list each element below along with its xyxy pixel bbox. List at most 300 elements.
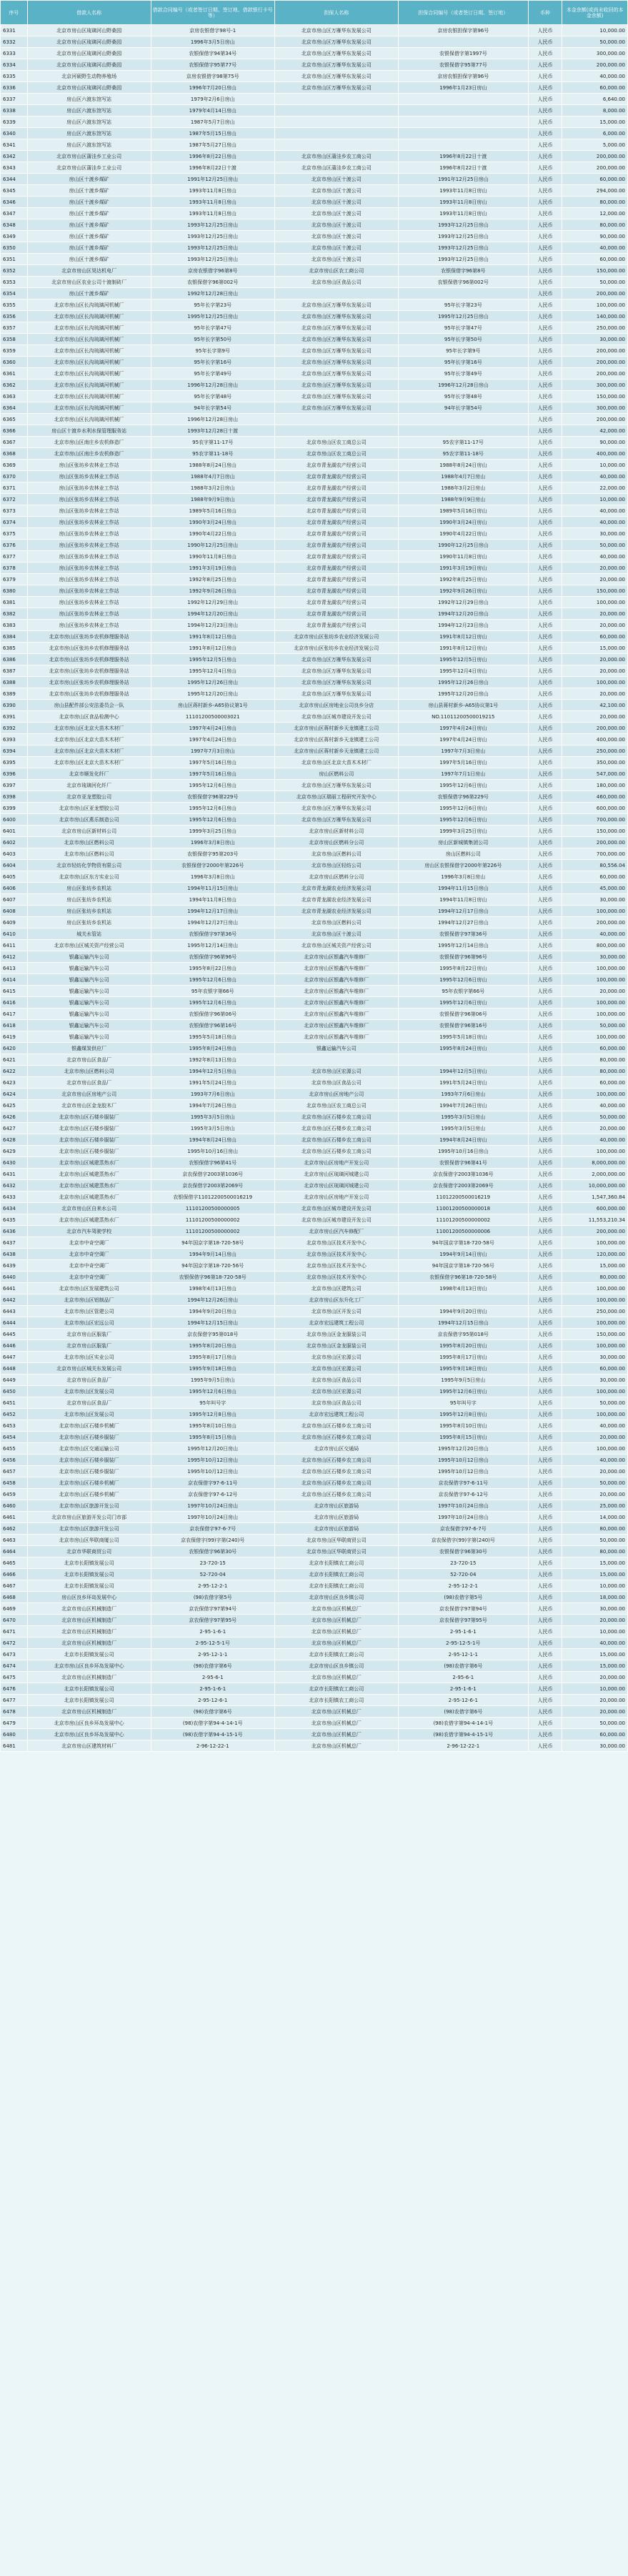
cell-guarantee-contract: 94年国京字第18-720-58号 [398,1237,528,1249]
cell-loan-contract: 1993年7月6日房山 [151,1089,274,1100]
cell-borrower: 北京市房山区机械制造厂 [27,1672,151,1683]
cell-borrower: 北京市房山区石楼乡服装厂 [27,1432,151,1443]
cell-guarantee-contract: 1995年12月20日房山 [398,1443,528,1455]
cell-index: 6396 [1,768,28,780]
cell-currency: 人民币 [528,963,562,974]
cell-borrower: 北京市房山区服装厂 [27,1340,151,1352]
cell-loan-contract: 1996年7月20日房山 [151,82,274,94]
cell-currency: 人民币 [528,917,562,928]
cell-principal: 10,000.00 [562,460,628,471]
cell-index: 6469 [1,1603,28,1615]
table-row [1,197,628,208]
cell-currency: 人民币 [528,906,562,917]
cell-currency: 人民币 [528,437,562,448]
cell-guarantee-contract: 1995年12月8日房山 [398,1409,528,1420]
cell-principal: 200,000.00 [562,723,628,734]
table-row [1,1020,628,1031]
table-row [1,1214,628,1226]
cell-borrower: 北京市房山区发展建筑公司 [27,1283,151,1294]
cell-principal: 6,640.00 [562,94,628,105]
cell-guarantor: 北京市房山区蒲洼乡农工商公司 [274,162,398,174]
cell-index: 6439 [1,1260,28,1272]
cell-borrower: 北京市房山区亚龙塑胶公司 [27,803,151,814]
cell-guarantor: 北京市房山区瑞丽工程研究开发中心 [274,791,398,803]
cell-loan-contract: (98)农借字第94-4-14-1号 [151,1718,274,1729]
cell-borrower: 银鑫煤炭供应厂 [27,1043,151,1054]
cell-index: 6366 [1,425,28,437]
cell-borrower: 北京市房山区南庄乡农机修造厂 [27,448,151,460]
cell-guarantee-contract: 1990年12月25日房山 [398,540,528,551]
cell-borrower: 北京市房山区昊达机电厂 [27,265,151,277]
cell-index: 6377 [1,551,28,563]
cell-currency: 人民币 [528,1512,562,1523]
cell-loan-contract: 95年长字第16号 [151,357,274,368]
cell-guarantor [274,139,398,151]
table-row [1,1237,628,1249]
cell-principal: 100,000.00 [562,1340,628,1352]
table-row [1,1009,628,1020]
cell-currency: 人民币 [528,265,562,277]
table-row [1,1466,628,1477]
cell-index: 6451 [1,1397,28,1409]
cell-borrower: 北京市房山区自来水公司 [27,1203,151,1214]
table-row [1,1386,628,1397]
cell-index: 6400 [1,814,28,826]
cell-index: 6434 [1,1203,28,1214]
cell-currency: 人民币 [528,231,562,242]
cell-currency: 人民币 [528,1740,562,1752]
cell-principal: 40,000.00 [562,1638,628,1649]
cell-guarantee-contract: 农银保借字95第77号 [398,59,528,71]
cell-borrower: 北京市房山区长沟琉璃河机械厂 [27,368,151,380]
cell-index: 6449 [1,1374,28,1386]
cell-principal: 150,000.00 [562,265,628,277]
cell-principal: 60,000.00 [562,1363,628,1374]
cell-guarantee-contract: 1995年10月16日房山 [398,1146,528,1157]
cell-guarantor: 北京市房山区食品公司 [274,1077,398,1089]
cell-guarantor: 北京市房山区万雁华东发展公司 [274,402,398,414]
cell-index: 6381 [1,597,28,608]
cell-guarantor: 北京市房山区宏源公司 [274,1386,398,1397]
table-row [1,36,628,48]
cell-guarantee-contract: 1989年5月16日房山 [398,505,528,517]
cell-guarantee-contract: 1988年9月9日房山 [398,494,528,505]
table-row [1,1352,628,1363]
cell-index: 6444 [1,1317,28,1329]
cell-borrower: 北京市房山区石楼乡机械厂 [27,1477,151,1489]
cell-index: 6363 [1,391,28,402]
cell-principal: 60,000.00 [562,174,628,185]
cell-guarantee-contract: 农银保借字96第229号 [398,791,528,803]
cell-guarantor: 北京市房山区机械总厂 [274,1706,398,1718]
cell-currency: 人民币 [528,1214,562,1226]
table-row [1,1226,628,1237]
cell-currency: 人民币 [528,780,562,791]
cell-principal: 30,000.00 [562,1374,628,1386]
cell-index: 6415 [1,986,28,997]
cell-loan-contract: 1994年11月8日房山 [151,894,274,906]
cell-borrower: 北京市房山区琉璃河山野桑园 [27,59,151,71]
cell-principal: 50,000.00 [562,1477,628,1489]
cell-guarantor: 北京市长阳镇农工商公司 [274,1683,398,1695]
cell-loan-contract: 1996年8月22日房山 [151,151,274,162]
cell-principal: 20,000.00 [562,654,628,665]
cell-currency: 人民币 [528,1157,562,1169]
cell-guarantor: 北京市青龙湖农产经营公司 [274,620,398,631]
cell-principal: 40,000.00 [562,1100,628,1111]
cell-currency: 人民币 [528,928,562,940]
cell-guarantor: 北京市长阳镇农工商公司 [274,1569,398,1580]
cell-loan-contract: 1997年4月24日房山 [151,723,274,734]
cell-principal: 60,000.00 [562,871,628,883]
cell-index: 6359 [1,345,28,357]
cell-index: 6402 [1,837,28,848]
cell-currency: 人民币 [528,208,562,219]
table-row [1,528,628,540]
cell-borrower: 北京市房山区金龙胶木厂 [27,1100,151,1111]
cell-guarantor: 北京市房山区房地产开发公司 [274,1192,398,1203]
cell-loan-contract: 52-720-04 [151,1569,274,1580]
cell-guarantee-contract: 1994年9月14日房山 [398,1249,528,1260]
cell-principal: 60,000.00 [562,1043,628,1054]
cell-guarantor: 北京市青龙湖农产经营公司 [274,574,398,585]
cell-index: 6459 [1,1489,28,1500]
cell-guarantor: 北京市青龙湖农产经营公司 [274,597,398,608]
cell-borrower: 北京市房山区旅游开发公司门市部 [27,1512,151,1523]
cell-loan-contract: 1991年8月12日房山 [151,631,274,643]
cell-currency: 人民币 [528,1169,562,1180]
cell-guarantee-contract: (98)农借字第6号 [398,1706,528,1718]
cell-currency: 人民币 [528,471,562,482]
cell-guarantee-contract: 1995年12月25日房山 [398,311,528,322]
cell-loan-contract: 京房农银借字98第75号 [151,71,274,82]
cell-currency: 人民币 [528,254,562,265]
cell-loan-contract: 1995年3月5日房山 [151,1123,274,1134]
table-row [1,1260,628,1272]
cell-principal: 200,000.00 [562,414,628,425]
cell-loan-contract: 1995年12月6日房山 [151,1386,274,1397]
cell-loan-contract: 农银保借字2000年第226号 [151,860,274,871]
cell-guarantee-contract: 1995年12月6日房山 [398,974,528,986]
cell-guarantor: 北京市房山区机械总厂 [274,1740,398,1752]
cell-currency: 人民币 [528,951,562,963]
cell-guarantee-contract: (98)农借字第94-4-15-1号 [398,1729,528,1740]
cell-guarantor: 北京市青龙湖农产经营公司 [274,528,398,540]
cell-guarantee-contract: 1995年9月5日房山 [398,1374,528,1386]
cell-guarantor: 北京市房山区十渡公司 [274,242,398,254]
cell-guarantor: 北京市房山区宏源公司 [274,1352,398,1363]
table-row [1,1374,628,1386]
table-row [1,162,628,174]
cell-borrower: 北京市房山区琉璃河山野桑园 [27,36,151,48]
cell-index: 6408 [1,906,28,917]
cell-loan-contract: 95年长字第9号 [151,345,274,357]
cell-guarantee-contract: 95年长字第47号 [398,322,528,334]
cell-borrower: 城关水管站 [27,928,151,940]
cell-guarantee-contract: 1995年12月6日房山 [398,997,528,1009]
cell-currency: 人民币 [528,1489,562,1500]
cell-index: 6448 [1,1363,28,1374]
table-row [1,1409,628,1420]
cell-currency: 人民币 [528,357,562,368]
cell-currency: 人民币 [528,528,562,540]
cell-guarantee-contract: 1995年10月12日房山 [398,1466,528,1477]
cell-guarantee-contract: (98)农借字第5号 [398,1592,528,1603]
cell-loan-contract: 1994年12月15日房山 [151,1317,274,1329]
table-row [1,700,628,711]
cell-index: 6372 [1,494,28,505]
cell-guarantor: 北京市房山区技术开发中心 [274,1249,398,1260]
cell-guarantee-contract: 1996年8月22日十渡 [398,151,528,162]
cell-principal: 30,000.00 [562,1740,628,1752]
cell-guarantee-contract: NO.11011200500019215 [398,711,528,723]
cell-principal: 140,000.00 [562,311,628,322]
cell-loan-contract: (98)农借字第5号 [151,1592,274,1603]
cell-guarantor: 北京市青龙湖农产经营公司 [274,494,398,505]
cell-borrower: 北京市房山区石楼乡服装厂 [27,1466,151,1477]
cell-guarantee-contract: 房山县蒋村新乡-A65协议第1号 [398,700,528,711]
table-row [1,826,628,837]
cell-loan-contract: 95年长字第49号 [151,368,274,380]
cell-loan-contract: 农银保借字95第203号 [151,848,274,860]
table-row [1,380,628,391]
table-row [1,1706,628,1718]
cell-principal: 20,000.00 [562,608,628,620]
cell-principal: 100,000.00 [562,677,628,688]
table-row [1,757,628,768]
cell-loan-contract: 1996年12月28日房山 [151,380,274,391]
cell-principal: 60,000.00 [562,82,628,94]
cell-loan-contract: 2-95-1-6-1 [151,1626,274,1638]
cell-currency: 人民币 [528,334,562,345]
header-borrower: 借款人名称 [27,1,151,25]
cell-guarantee-contract: 1993年12月25日房山 [398,254,528,265]
cell-principal: 15,000.00 [562,1660,628,1672]
cell-borrower: 北京市长阳镇发展公司 [27,1695,151,1706]
cell-guarantee-contract: 1998年4月13日房山 [398,1283,528,1294]
cell-index: 6387 [1,665,28,677]
cell-currency: 人民币 [528,940,562,951]
cell-guarantee-contract: 1995年8月20日房山 [398,1340,528,1352]
cell-borrower: 房山区十渡乡煤矿 [27,242,151,254]
cell-principal: 80,000.00 [562,1272,628,1283]
table-row [1,1146,628,1157]
cell-principal: 300,000.00 [562,380,628,391]
cell-loan-contract: 1997年5月16日房山 [151,757,274,768]
cell-principal: 40,000.00 [562,505,628,517]
cell-currency: 人民币 [528,1718,562,1729]
cell-loan-contract: 1991年8月12日房山 [151,643,274,654]
cell-guarantor: 北京市房山区琉璃河城建公司 [274,1180,398,1192]
cell-loan-contract: 11101200500003021 [151,711,274,723]
cell-index: 6369 [1,460,28,471]
table-row [1,780,628,791]
cell-guarantor: 北京市房山区银鑫汽车维修厂 [274,997,398,1009]
cell-guarantor: 北京市房山区北京大苗木木材厂 [274,757,398,768]
cell-borrower: 北京市房山区蒲洼乡工业公司 [27,162,151,174]
table-row [1,1340,628,1352]
page-footer [0,2567,628,2576]
cell-borrower: 北京市中奇空调厂 [27,1237,151,1249]
cell-index: 6420 [1,1043,28,1054]
cell-borrower: 北京市房山区旅游开发公司 [27,1523,151,1535]
cell-borrower: 房山区张坊乡农机站 [27,883,151,894]
cell-loan-contract: (98)农借字第94-4-15-1号 [151,1729,274,1740]
cell-guarantor: 北京市房山区食品公司 [274,1397,398,1409]
cell-loan-contract: 2-95-6-1 [151,1672,274,1683]
table-row [1,448,628,460]
cell-loan-contract: 23-720-15 [151,1557,274,1569]
cell-principal: 294,000.00 [562,185,628,197]
cell-index: 6466 [1,1569,28,1580]
cell-guarantee-contract: 1996年3月8日房山 [398,871,528,883]
table-row [1,1660,628,1672]
cell-guarantee-contract: 京农保借字2003第1036号 [398,1169,528,1180]
cell-index: 6431 [1,1169,28,1180]
cell-loan-contract: 95农字第11-18号 [151,448,274,460]
table-row [1,1089,628,1100]
cell-borrower: 北京市顺发化纤厂 [27,768,151,780]
cell-borrower: 北京市房山区食品厂 [27,1077,151,1089]
cell-loan-contract: 1995年8月20日房山 [151,1340,274,1352]
cell-guarantee-contract: 94年国京字第18-720-56号 [398,1260,528,1272]
cell-currency: 人民币 [528,391,562,402]
cell-guarantor: 北京市房山区农工商总公司 [274,1100,398,1111]
cell-guarantor: 北京市房山区良乡镇公司 [274,1660,398,1672]
cell-index: 6480 [1,1729,28,1740]
cell-loan-contract: 1990年12月25日房山 [151,540,274,551]
cell-loan-contract: 1994年12月5日房山 [151,1066,274,1077]
table-row [1,745,628,757]
cell-loan-contract: 1994年12月23日房山 [151,620,274,631]
cell-principal: 200,000.00 [562,345,628,357]
cell-currency: 人民币 [528,1146,562,1157]
table-row [1,574,628,585]
cell-borrower: 北京市房山区石楼乡服装厂 [27,1146,151,1157]
cell-borrower: 房山区张坊乡农林业工作站 [27,505,151,517]
cell-guarantee-contract: 1996年8月22日十渡 [398,162,528,174]
header-guarantee-contract: 担保合同编号（或者签订日期、签订地） [398,1,528,25]
cell-guarantee-contract: 1997年5月16日房山 [398,757,528,768]
cell-index: 6455 [1,1443,28,1455]
cell-guarantee-contract: 94年长字第54号 [398,402,528,414]
cell-loan-contract: 1997年4月24日房山 [151,734,274,745]
cell-guarantor: 北京市青龙湖农产经营公司 [274,517,398,528]
cell-guarantee-contract: 1995年8月15日房山 [398,1432,528,1443]
cell-borrower: 北京市房山区张坊乡农机修理服务站 [27,631,151,643]
cell-principal: 700,000.00 [562,848,628,860]
cell-principal: 150,000.00 [562,391,628,402]
cell-index: 6446 [1,1340,28,1352]
cell-guarantee-contract: 房山区新城镇集团公司 [398,837,528,848]
cell-loan-contract: 1995年12月6日房山 [151,780,274,791]
cell-principal: 300,000.00 [562,48,628,59]
cell-index: 6333 [1,48,28,59]
table-row [1,265,628,277]
cell-guarantor: 北京市房山区十渡公司 [274,208,398,219]
cell-index: 6421 [1,1054,28,1066]
cell-currency: 人民币 [528,1397,562,1409]
cell-guarantor: 北京市长阳镇农工商公司 [274,1580,398,1592]
cell-index: 6379 [1,574,28,585]
cell-principal: 80,000.00 [562,1546,628,1557]
cell-principal: 14,000.00 [562,1512,628,1523]
cell-index: 6394 [1,745,28,757]
cell-currency: 人民币 [528,1626,562,1638]
cell-loan-contract: 1995年12月6日房山 [151,814,274,826]
cell-borrower: 北京市房山区长沟琉璃河机械厂 [27,380,151,391]
cell-index: 6476 [1,1683,28,1695]
cell-loan-contract: 1988年9月9日房山 [151,494,274,505]
cell-currency: 人民币 [528,997,562,1009]
cell-currency: 人民币 [528,1272,562,1283]
cell-index: 6471 [1,1626,28,1638]
cell-loan-contract: 1992年9月26日房山 [151,585,274,597]
cell-principal: 50,000.00 [562,1535,628,1546]
cell-loan-contract: 京农保借字97-6-7号 [151,1523,274,1535]
cell-guarantee-contract: 1991年8月12日房山 [398,643,528,654]
cell-principal: 40,000.00 [562,1134,628,1146]
cell-loan-contract: 11101200500000005 [151,1203,274,1214]
table-row [1,963,628,974]
cell-currency: 人民币 [528,82,562,94]
cell-index: 6430 [1,1157,28,1169]
cell-borrower: 北京市房山区华联商厦公司 [27,1535,151,1546]
cell-loan-contract: 京农保借字2003第2069号 [151,1180,274,1192]
cell-index: 6407 [1,894,28,906]
cell-loan-contract: 1995年9月5日房山 [151,1374,274,1386]
cell-guarantee-contract: 1995年10月12日房山 [398,1455,528,1466]
cell-loan-contract: 1991年3月19日房山 [151,563,274,574]
cell-loan-contract: 95农字第11-17号 [151,437,274,448]
cell-guarantor: 北京市房山区宏源公司 [274,1066,398,1077]
cell-guarantee-contract: 房山区燃料公司 [398,848,528,860]
cell-guarantee-contract: 1995年8月22日房山 [398,963,528,974]
table-row [1,1363,628,1374]
table-row [1,734,628,745]
cell-index: 6462 [1,1523,28,1535]
table-row [1,1294,628,1306]
cell-loan-contract: 1996年3月8日房山 [151,871,274,883]
cell-principal: 2,000,000.00 [562,1169,628,1180]
cell-loan-contract: 农银保借字11012200500016219 [151,1192,274,1203]
cell-loan-contract: 农银保借字94第34号 [151,48,274,59]
cell-principal: 40,000.00 [562,71,628,82]
cell-index: 6436 [1,1226,28,1237]
table-row [1,1031,628,1043]
cell-principal: 6,000.00 [562,128,628,139]
cell-index: 6337 [1,94,28,105]
cell-index: 6465 [1,1557,28,1569]
cell-guarantor: 北京市房山区石楼乡农工商公司 [274,1489,398,1500]
cell-borrower: 银鑫运输汽车公司 [27,951,151,963]
cell-index: 6413 [1,963,28,974]
cell-borrower: 北京市房山区宏远公司 [27,1317,151,1329]
cell-guarantee-contract: 1995年8月17日房山 [398,1352,528,1363]
cell-index: 6433 [1,1192,28,1203]
cell-borrower: 房山区十渡乡煤矿 [27,208,151,219]
cell-currency: 人民币 [528,368,562,380]
table-row [1,551,628,563]
cell-principal: 120,000.00 [562,1249,628,1260]
header-loan-contract: 借款合同编号（或者签订日期、签订地、借款银行卡号等） [151,1,274,25]
cell-loan-contract: 1993年11月8日房山 [151,208,274,219]
cell-loan-contract: 农银保借字96第06号 [151,1009,274,1020]
cell-borrower: 房山县配件部公安法委员会一队 [27,700,151,711]
cell-borrower: 北京市房山区良乡环岛发展中心 [27,1718,151,1729]
cell-borrower: 北京市房山区琉璃河山野桑园 [27,48,151,59]
cell-currency: 人民币 [528,151,562,162]
